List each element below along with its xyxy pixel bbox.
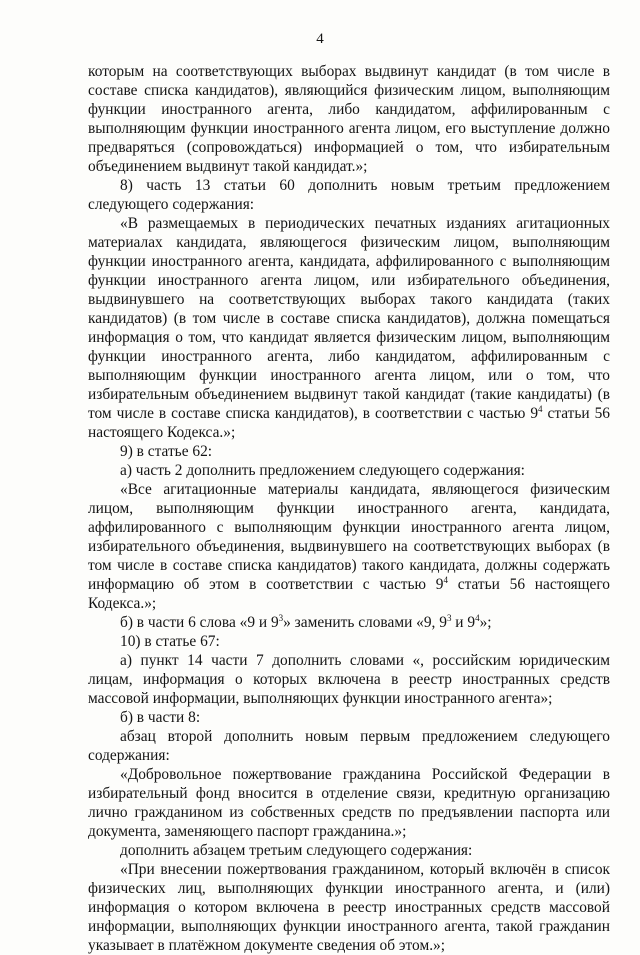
document-body [88, 62, 610, 955]
superscript: 4 [538, 404, 543, 414]
paragraph-text: а) пункт 14 части 7 дополнить словами «, российским юридическим лицам, информация о которых включена в реестр иностранных средств массовой информации, выполняющих функции иностранного агента»; [88, 652, 610, 707]
paragraph-text: «Добровольное пожертвование гражданина Российской Федерации в избирательный фонд вносится в отделение связи, кредитную организацию лично гражданином из собственных средств по предъявлении паспорта или документа, заменяющего паспорт гражданина.»; [88, 766, 610, 840]
page-number: 4 [316, 31, 324, 47]
paragraph-text: б) в части 6 слова «9 и 9 [120, 614, 279, 631]
paragraph [88, 727, 610, 765]
paragraph-text: «При внесении пожертвования гражданином, который включён в список физических лиц, выполняющих функции иностранного агента, и (или) информация о котором включена в реестр иностранных средств массовой информации, выполняющих функции иностранного агента, такой гражданин указывает в платёжном документе сведения об этом.»; [88, 861, 610, 954]
paragraph [88, 214, 610, 442]
superscript: 3 [446, 613, 452, 623]
paragraph-text: 8) часть 13 статьи 60 дополнить новым третьим предложением следующего содержания: [88, 177, 610, 213]
superscript: 4 [475, 613, 480, 623]
paragraph [88, 765, 610, 841]
paragraph-text: дополнить абзацем третьим следующего содержания: [120, 842, 473, 859]
paragraph [88, 632, 610, 651]
paragraph [88, 461, 610, 480]
paragraph [88, 651, 610, 708]
paragraph-text-tail: статьи 56 настоящего Кодекса.»; [88, 405, 610, 441]
paragraph-text-tail: статьи 56 настоящего Кодекса.»; [88, 576, 610, 612]
paragraph [88, 860, 610, 955]
paragraph-text: 10) в статье 67: [120, 633, 220, 650]
paragraph [88, 442, 610, 461]
superscript: 3 [278, 613, 284, 623]
paragraph [88, 176, 610, 214]
paragraph-text-tail: »; [479, 614, 492, 631]
paragraph-text-tail: и 9 [451, 614, 476, 631]
paragraph-text: 9) в статье 62: [120, 443, 213, 460]
paragraph-text: б) в части 8: [120, 709, 201, 726]
superscript: 4 [443, 575, 448, 585]
paragraph-text: абзац второй дополнить новым первым предложением следующего содержания: [88, 728, 610, 764]
paragraph-text: «Все агитационные материалы кандидата, являющегося физическим лицом, выполняющим функции иностранного агента, кандидата, аффилированного с выполняющим функции иностранного агента лицом, избирательного объединения, выдвинувшего на соответствующих выборах (в том числе в составе списка кандидатов) такого кандидата, должны содержать информацию об этом в соответствии с частью 9 [88, 481, 610, 593]
paragraph [88, 613, 610, 632]
paragraph [88, 708, 610, 727]
paragraph-text: которым на соответствующих выборах выдвинут кандидат (в том числе в составе списка кандидатов), являющийся физическим лицом, выполняющим функции иностранного агента, либо кандидатом, аффилированным с выполняющим функции иностранного агента лицом, его выступление должно предваряться (сопровождаться) информацией о том, что избирательным объединением выдвинут такой кандидат.»; [88, 63, 610, 175]
paragraph-text-tail: » заменить словами «9, 9 [283, 614, 447, 631]
paragraph-text: а) часть 2 дополнить предложением следующего содержания: [120, 462, 525, 479]
paragraph [88, 841, 610, 860]
paragraph-text: «В размещаемых в периодических печатных изданиях агитационных материалах кандидата, являющегося физическим лицом, выполняющим функции иностранного агента, кандидата, аффилированного с выполняющим функции иностранного агента лицом, или избирательного объединения, выдвинувшего на соответствующих выборах такого кандидата (таких кандидатов) (в том числе в составе списка кандидатов), должна помещаться информация о том, что кандидат является физическим лицом, выполняющим функции иностранного агента, либо кандидатом, аффилированным с выполняющим функции иностранного агента лицом, или о том, что избирательным объединением выдвинут такой кандидат (такие кандидаты) (в том числе в составе списка кандидатов), в соответствии с частью 9 [88, 215, 610, 422]
paragraph [88, 480, 610, 613]
paragraph [88, 62, 610, 176]
